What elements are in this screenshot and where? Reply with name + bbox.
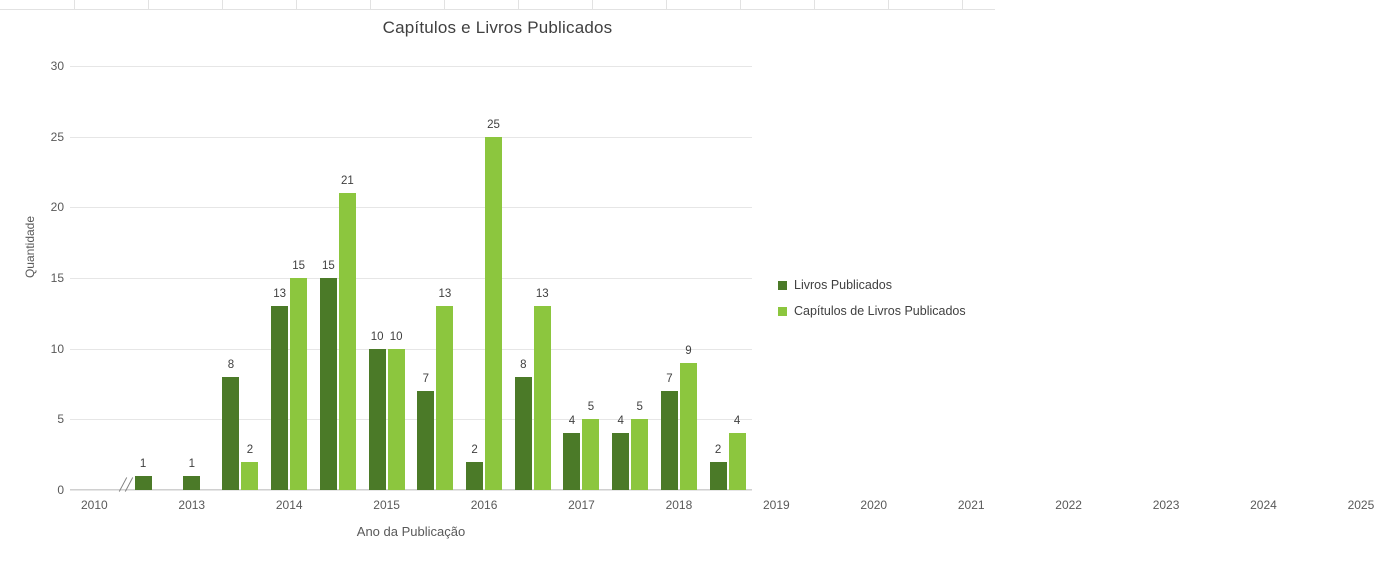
bar[interactable] <box>534 306 551 490</box>
bar[interactable] <box>680 363 697 490</box>
y-tick-label: 0 <box>57 483 64 497</box>
bar-value-label: 2 <box>471 443 478 456</box>
bar-value-label: 5 <box>587 401 595 414</box>
bar[interactable] <box>661 391 678 490</box>
bar-value-label: 2 <box>246 443 254 456</box>
bar[interactable] <box>582 419 599 490</box>
x-tick-label: 2014 <box>275 498 303 512</box>
legend-item[interactable] <box>778 304 993 318</box>
bar-value-label: 8 <box>520 358 527 371</box>
bar[interactable] <box>417 391 434 490</box>
bar-value-label: 21 <box>341 175 354 188</box>
y-axis-tick-labels <box>28 59 64 497</box>
bar-value-label: 9 <box>685 344 692 357</box>
bar-value-label: 13 <box>438 288 452 301</box>
bar-value-label: 4 <box>733 415 741 428</box>
bar-value-label: 10 <box>370 330 384 343</box>
bar[interactable] <box>466 462 483 490</box>
bar[interactable] <box>485 137 502 490</box>
y-tick-label: 5 <box>57 412 64 427</box>
y-axis-title: Quantidade <box>23 215 37 279</box>
x-tick-label: 2015 <box>373 498 400 512</box>
x-tick-label: 2023 <box>1152 498 1180 512</box>
bar[interactable] <box>320 278 337 490</box>
bar-value-label: 13 <box>273 288 287 301</box>
x-tick-label: 2016 <box>470 498 498 512</box>
bar[interactable] <box>631 419 648 490</box>
spreadsheet-gridlines <box>0 0 995 10</box>
x-tick-label: 2010 <box>80 498 108 512</box>
bar[interactable] <box>290 278 307 490</box>
bar[interactable] <box>135 476 152 490</box>
x-tick-label: 2025 <box>1347 498 1374 512</box>
legend-swatch <box>778 307 787 316</box>
legend-label: Capítulos de Livros Publicados <box>794 304 966 318</box>
bar-value-label: 4 <box>617 415 624 428</box>
bar-value-label: 1 <box>139 457 147 470</box>
x-tick-label: 2013 <box>178 498 206 512</box>
legend <box>778 278 993 330</box>
y-tick-label: 30 <box>50 59 64 73</box>
x-tick-label: 2020 <box>860 498 888 512</box>
chart-title: Capítulos e Livros Publicados <box>382 18 613 37</box>
bar-value-label: 15 <box>292 260 306 272</box>
legend-item[interactable] <box>778 278 993 292</box>
bar[interactable] <box>222 377 239 490</box>
bar-value-label: 5 <box>636 401 643 414</box>
bar-value-label: 10 <box>389 330 403 343</box>
x-tick-label: 2024 <box>1250 498 1277 512</box>
bar[interactable] <box>710 462 727 490</box>
legend-swatch <box>778 281 787 290</box>
y-tick-label: 10 <box>50 341 64 356</box>
y-tick-label: 20 <box>50 200 64 215</box>
bar[interactable] <box>612 433 629 490</box>
legend-label: Livros Publicados <box>794 278 892 292</box>
bar-value-label: 15 <box>322 260 335 272</box>
bar[interactable] <box>515 377 532 490</box>
bar[interactable] <box>241 462 258 490</box>
bar-group <box>119 66 206 512</box>
x-axis-title: Ano da Publicação <box>356 524 466 539</box>
bar[interactable] <box>339 193 356 490</box>
x-tick-label: 2018 <box>665 498 693 512</box>
y-tick-label: 15 <box>50 271 64 285</box>
bar-value-label: 7 <box>422 373 430 386</box>
x-tick-label: 2019 <box>762 498 790 512</box>
bar-value-label: 1 <box>188 457 195 470</box>
bar[interactable] <box>436 306 453 490</box>
x-tick-label: 2022 <box>1055 498 1082 512</box>
bar[interactable] <box>271 306 288 490</box>
bar-value-label: 8 <box>227 358 235 371</box>
bar-value-label: 13 <box>535 288 549 301</box>
bar-value-label: 2 <box>714 443 722 456</box>
bar-value-label: 25 <box>487 118 500 131</box>
gridline <box>70 490 752 491</box>
bar[interactable] <box>369 349 386 490</box>
bar[interactable] <box>183 476 200 490</box>
bar-value-label: 4 <box>568 415 576 428</box>
y-tick-label: 25 <box>50 129 64 144</box>
bar-value-label: 7 <box>666 373 673 386</box>
bar-group <box>70 66 119 512</box>
bar[interactable] <box>388 349 405 490</box>
x-tick-label: 2017 <box>568 498 595 512</box>
bar[interactable] <box>563 433 580 490</box>
bar[interactable] <box>729 433 746 490</box>
x-tick-label: 2021 <box>957 498 985 512</box>
